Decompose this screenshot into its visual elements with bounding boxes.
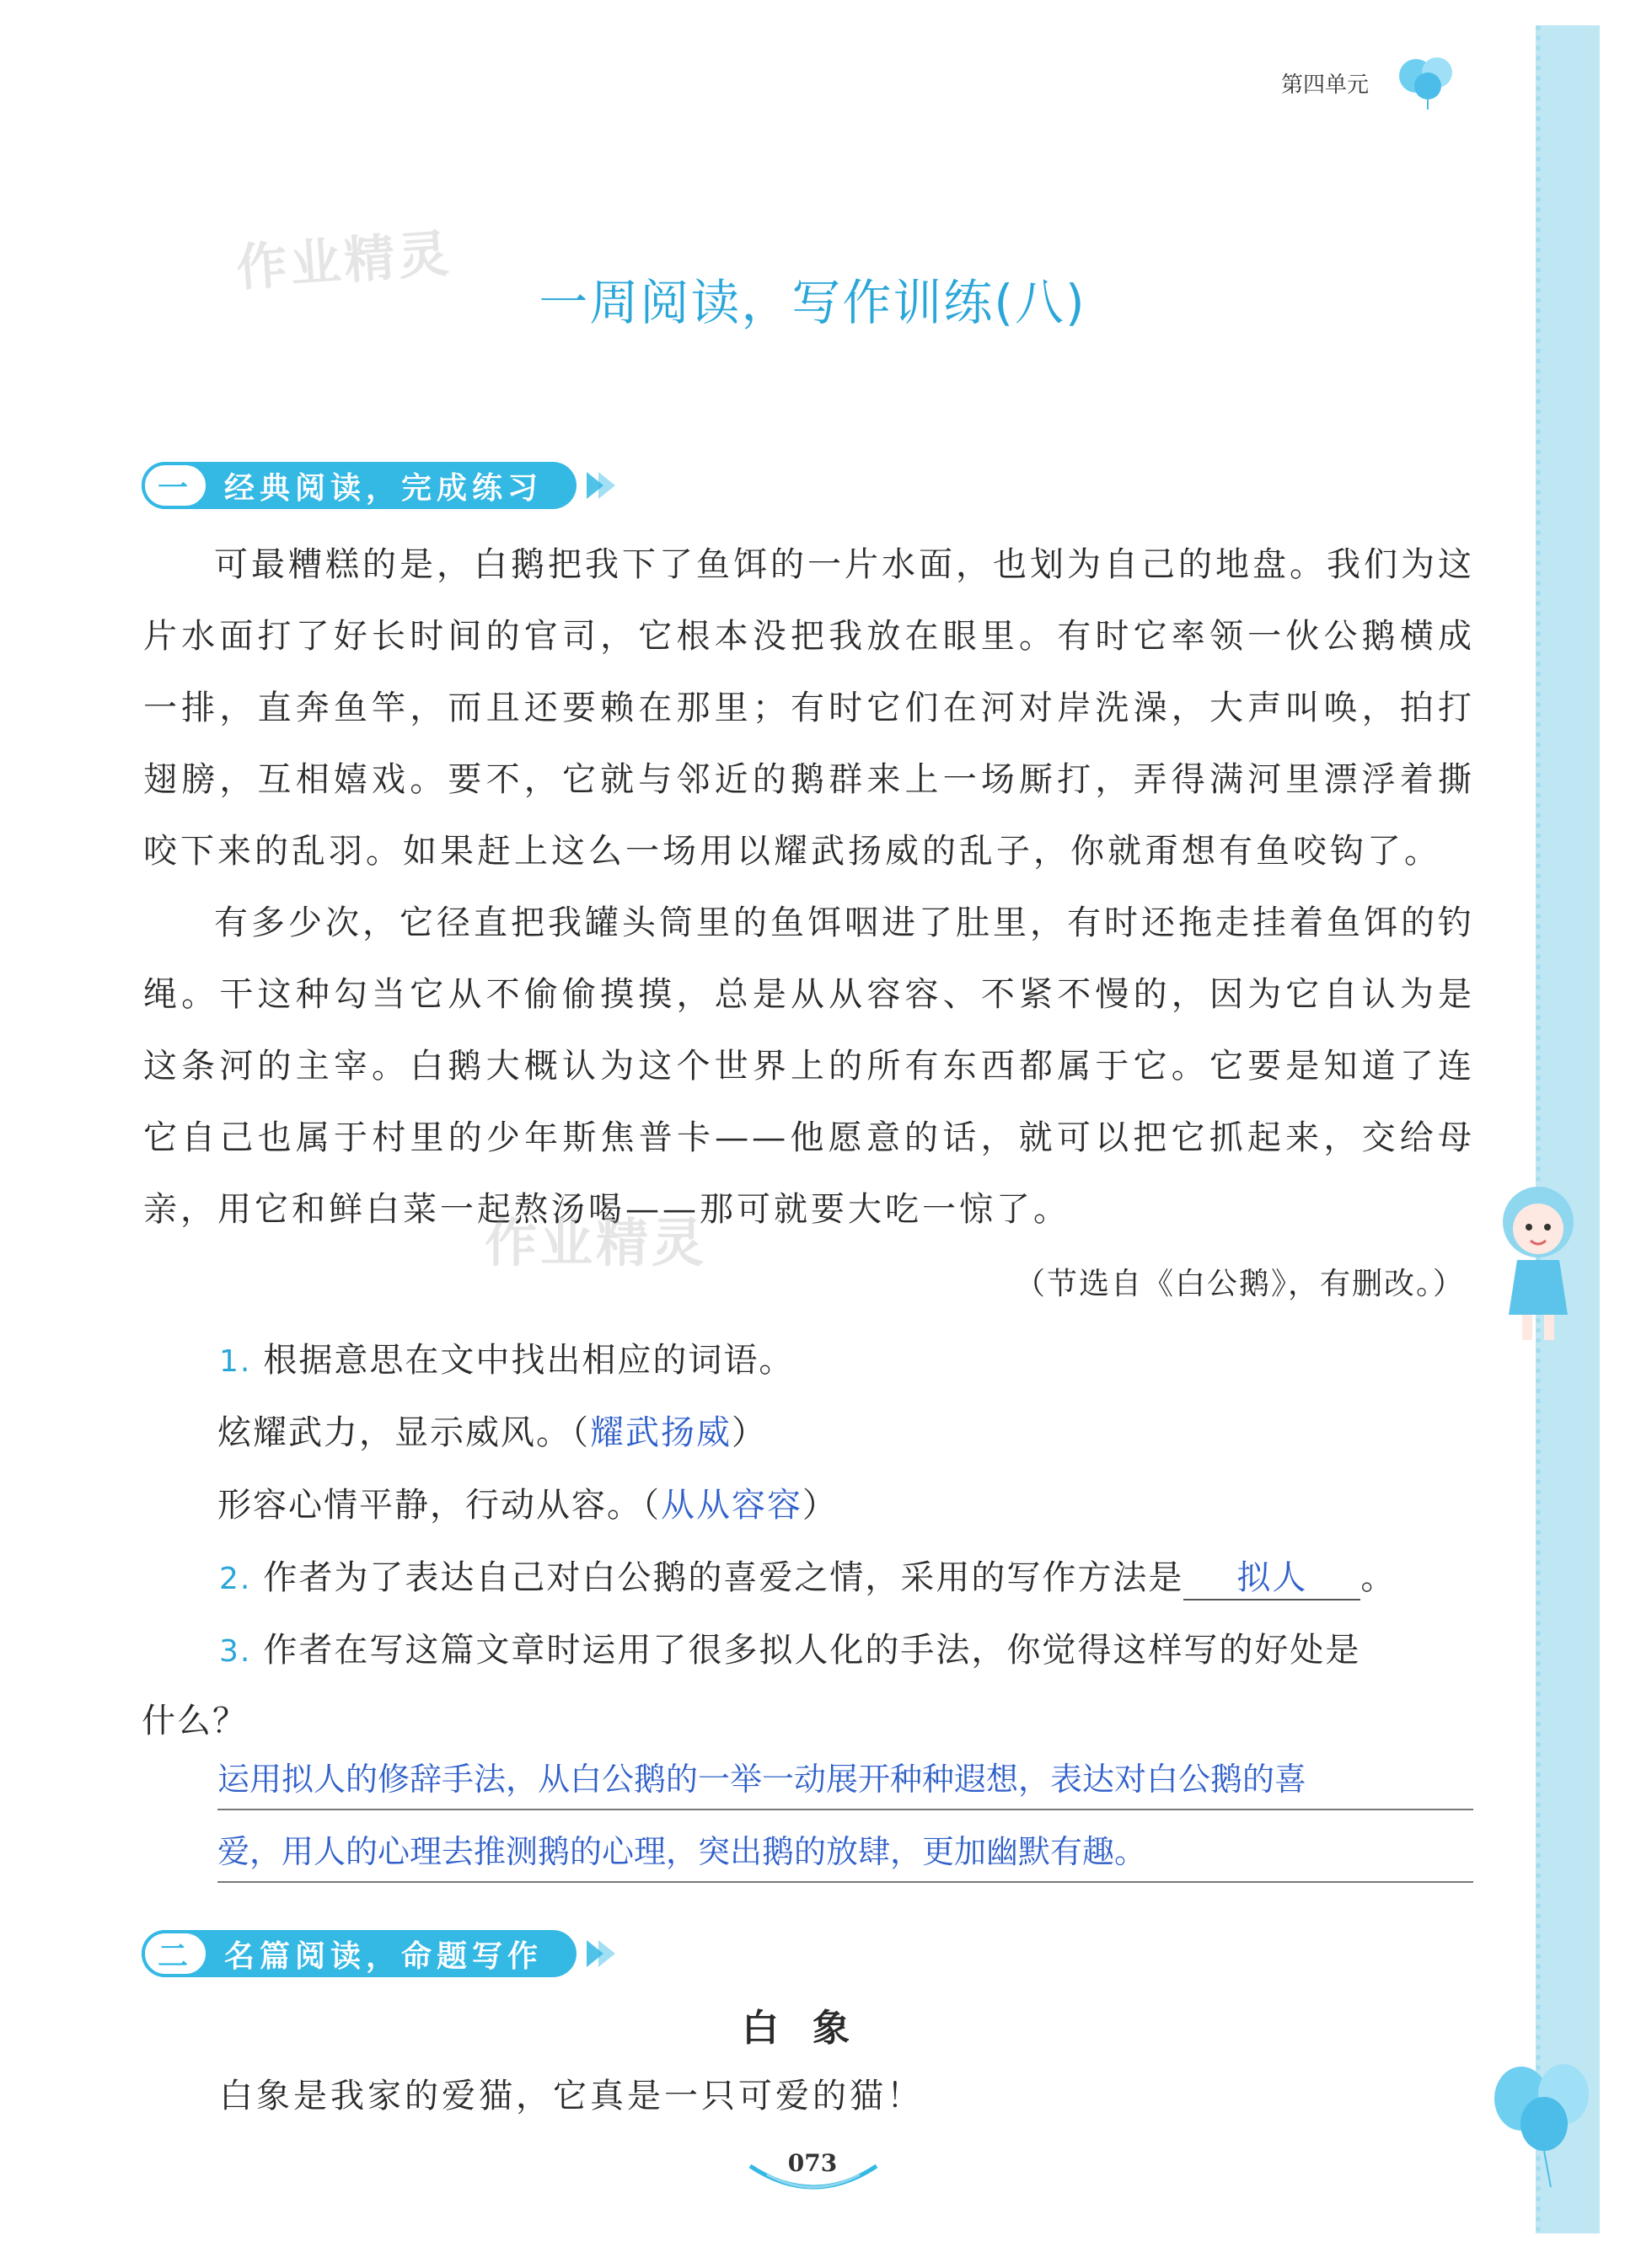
question-2: 2. 作者为了表达自己对白公鹅的喜爱之情，采用的写作方法是 拟人 。 — [219, 1551, 1396, 1600]
watermark: 作业精灵 — [234, 224, 454, 298]
answer-text: 从从容容 — [661, 1486, 802, 1525]
answer-line[interactable]: 爱，用人的心理去推测鹅的心理，突出鹅的放肆，更加幽默有趣。 — [217, 1822, 1473, 1883]
page-number: 073 — [787, 2149, 838, 2177]
cartoon-girl-icon — [1492, 1180, 1585, 1348]
question-1a: 炫耀武力，显示威风。（耀武扬威） — [217, 1413, 767, 1452]
question-3: 3. 作者在写这篇文章时运用了很多拟人化的手法，你觉得这样写的好处是 — [219, 1631, 1361, 1670]
arrow-icon — [587, 1940, 610, 1967]
section-banner-1 — [142, 462, 610, 509]
balloons-icon — [1483, 2056, 1610, 2191]
passage-paragraph: 可最糟糕的是，白鹅把我下了鱼饵的一片水面，也划为自己的地盘。我们为这片水面打了好长时间的官司，它根本没把我放在眼里。有时它率领一伙公鹅横成一排，直奔鱼竿，而且还要赖在那里；有时它们在河对岸洗澡，大声叫唤，拍打翅膀，互相嬉戏。要不，它就与邻近的鹅群来上一场厮打，弄得满河里漂浮着撕咬下来的乱羽。如果赶上这么一场用以耀武扬威的乱子，你就甭想有鱼咬钩了。 — [143, 545, 1475, 871]
decorative-side-strip — [1536, 25, 1600, 2233]
section-label: 名篇阅读，命题写作 — [224, 1938, 544, 1974]
arrow-icon — [587, 472, 610, 499]
page-title: 一周阅读，写作训练(八) — [539, 274, 1086, 331]
watermark: 作业精灵 — [485, 1212, 708, 1273]
passage-paragraph: 有多少次，它径直把我罐头筒里的鱼饵咽进了肚里，有时还拖走挂着鱼饵的钓绳。干这种勾当它从不偷偷摸摸，总是从从容容、不紧不慢的，因为它自认为是这条河的主宰。白鹅大概认为这个世界上的所有东西都属于它。它要是知道了连它自己也属于村里的少年斯焦普卡——他愿意的话，就可以把它抓起来，交给母亲，用它和鲜白菜一起熬汤喝——那可就要大吃一惊了。 — [143, 903, 1475, 1229]
balloons-icon — [1391, 52, 1467, 111]
question-3-continued: 什么？ — [142, 1702, 248, 1740]
question-1b: 形容心情平静，行动从容。（从从容容） — [217, 1486, 838, 1525]
essay-title: 白象 — [742, 2007, 883, 2050]
section-label: 经典阅读，完成练习 — [224, 470, 544, 506]
page-number-ornament-icon — [742, 2158, 885, 2200]
reading-passage — [143, 529, 1475, 1246]
answer-blank[interactable]: 拟人 — [1183, 1557, 1360, 1600]
answer-text: 耀武扬威 — [590, 1413, 732, 1452]
section-banner-2 — [142, 1930, 610, 1977]
passage-source: （节选自《白公鹅》，有删改。） — [1014, 1267, 1465, 1301]
answer-line[interactable]: 运用拟人的修辞手法，从白公鹅的一举一动展开种种遐想，表达对白公鹅的喜 — [217, 1750, 1473, 1810]
question-1: 1. 根据意思在文中找出相应的词语。 — [219, 1341, 795, 1380]
section-number: 二 — [142, 1930, 209, 1977]
unit-label: 第四单元 — [1281, 72, 1370, 98]
section-number: 一 — [142, 462, 209, 509]
essay-first-line: 白象是我家的爱猫，它真是一只可爱的猫！ — [219, 2077, 924, 2115]
